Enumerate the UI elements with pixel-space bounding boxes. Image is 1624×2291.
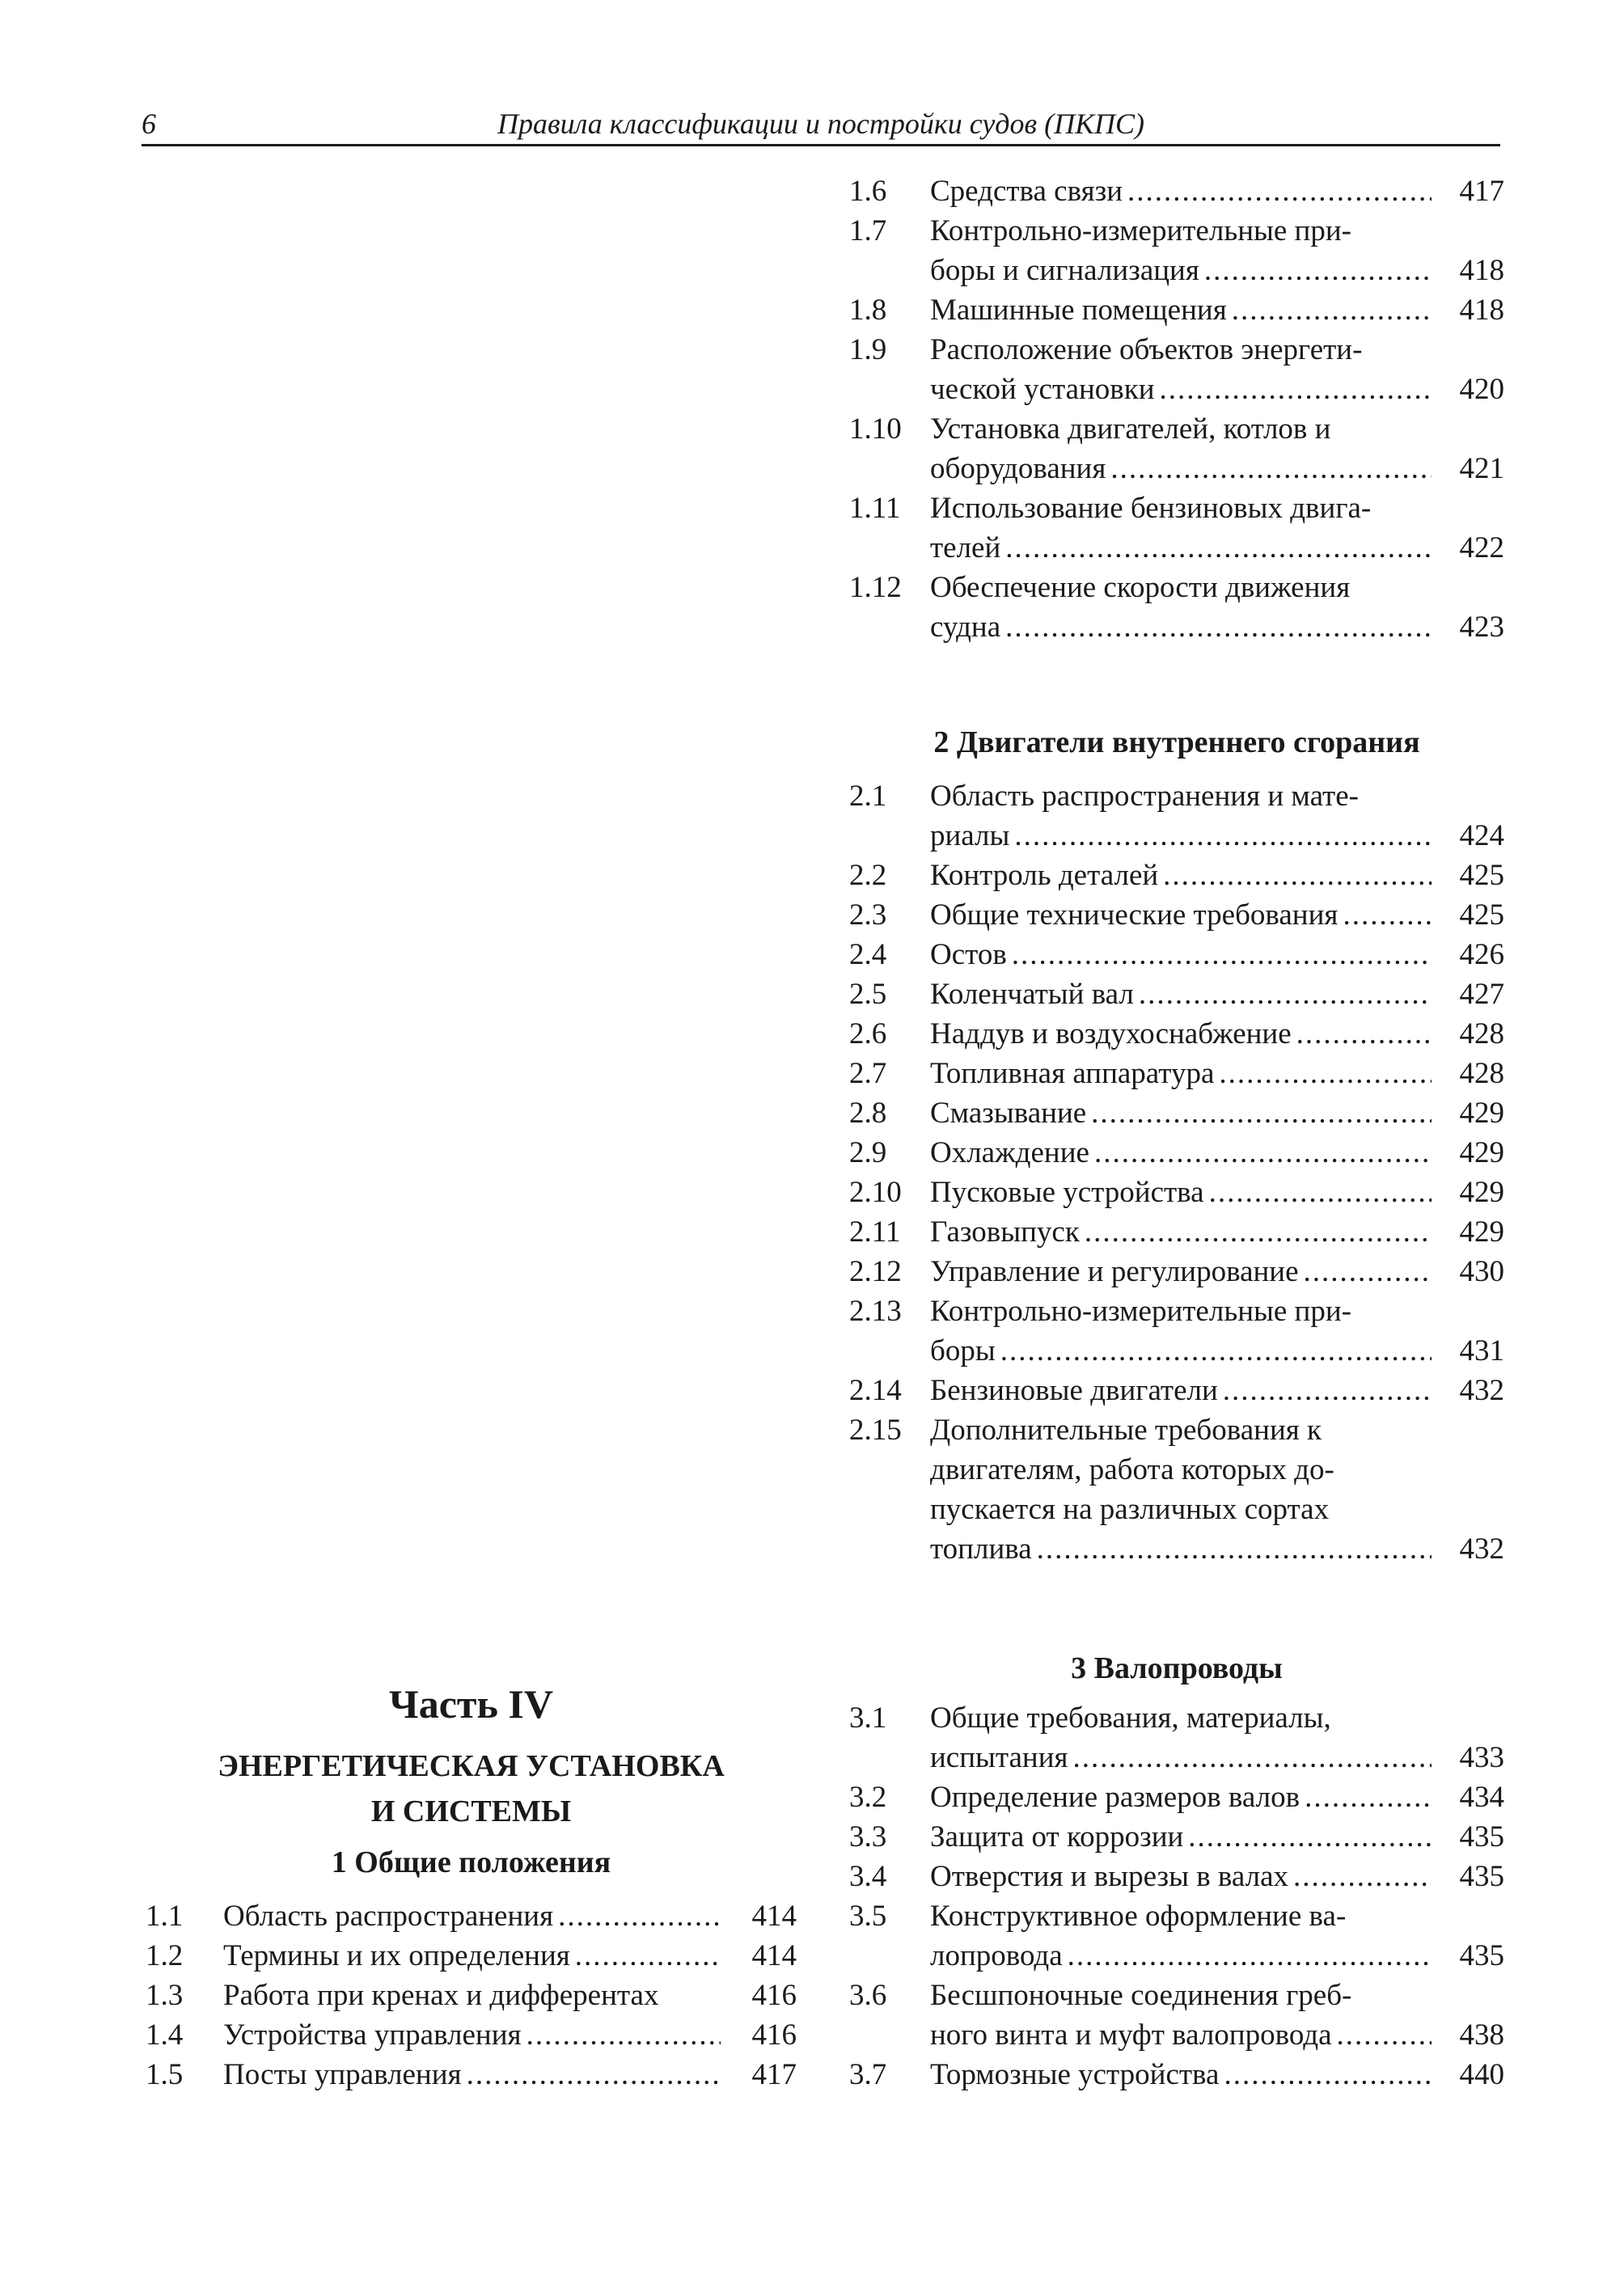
dot-leader <box>1127 171 1432 211</box>
toc-entry-title-line: Средства связи <box>930 175 1123 208</box>
toc-entry <box>849 1817 1504 1857</box>
toc-entry-title-line: Управление и регулирование <box>930 1255 1299 1288</box>
dot-leader <box>1209 1173 1432 1212</box>
toc-entry-page: 438 <box>1459 2018 1504 2052</box>
dot-leader <box>1037 1529 1432 1569</box>
toc-entry-page: 432 <box>1459 1374 1504 1407</box>
dot-leader <box>1304 1252 1432 1291</box>
toc-entry-number: 2.7 <box>849 1057 887 1090</box>
dot-leader <box>1343 895 1432 935</box>
toc-entry-page: 434 <box>1459 1781 1504 1814</box>
section-2-title: 2 Двигатели внутреннего сгорания <box>933 725 1420 759</box>
toc-entry-number: 2.8 <box>849 1097 887 1130</box>
toc-entry-page: 418 <box>1459 254 1504 287</box>
toc-entry <box>849 1976 1504 2055</box>
toc-entry-page: 433 <box>1459 1741 1504 1774</box>
dot-leader <box>1110 449 1432 488</box>
toc-entry-number: 2.9 <box>849 1136 887 1169</box>
dot-leader <box>1293 1857 1432 1896</box>
toc-entry-number: 3.1 <box>849 1701 887 1735</box>
toc-entry-number: 2.14 <box>849 1374 902 1407</box>
toc-entry-title-line: Конструктивное оформление ва- <box>930 1900 1347 1933</box>
dot-leader <box>1163 856 1432 895</box>
dot-leader <box>1296 1014 1432 1054</box>
toc-entry-number: 2.15 <box>849 1414 902 1447</box>
toc-entry <box>849 935 1504 974</box>
header-title: Правила классификации и постройки судов (ПКПС) <box>497 108 1145 140</box>
toc-entry-title-line: двигателям, работа которых до- <box>930 1453 1334 1486</box>
part-subtitle-line-2: И СИСТЕМЫ <box>370 1794 572 1828</box>
toc-entry-number: 3.4 <box>849 1860 887 1893</box>
toc-entry-title-line: Топливная аппаратура <box>930 1057 1215 1090</box>
toc-entry <box>146 1936 797 1976</box>
toc-entry-title-line: судна <box>930 611 1001 644</box>
toc-entry-page: 430 <box>1459 1255 1504 1288</box>
toc-entry-title-line: Использование бензиновых двига- <box>930 492 1372 525</box>
toc-entry-number: 3.3 <box>849 1820 887 1854</box>
toc-entry-page: 428 <box>1459 1017 1504 1050</box>
toc-entry <box>849 895 1504 935</box>
dot-leader <box>1005 528 1432 568</box>
toc-entry-title-line: Общие технические требования <box>930 898 1339 932</box>
toc-entry-page: 416 <box>751 1979 797 2012</box>
toc-entry <box>146 2055 797 2094</box>
toc-entry-page: 440 <box>1459 2058 1504 2091</box>
toc-entry-title-line: лопровода <box>930 1939 1063 1972</box>
toc-entry-number: 3.2 <box>849 1781 887 1814</box>
dot-leader <box>1188 1817 1432 1857</box>
toc-entry-number: 1.3 <box>146 1979 184 2012</box>
toc-entry-title-line: ческой установки <box>930 373 1155 406</box>
toc-entry-title-line: Область распространения и мате- <box>930 780 1359 813</box>
toc-entry <box>849 856 1504 895</box>
toc-entry <box>849 1252 1504 1291</box>
toc-entry-title-line: ного винта и муфт валопровода <box>930 2018 1332 2052</box>
toc-entry-title-line: Коленчатый вал <box>930 978 1134 1011</box>
toc-entry-page: 429 <box>1459 1215 1504 1249</box>
toc-entry-page: 426 <box>1459 938 1504 971</box>
toc-entry-title-line: Общие требования, материалы, <box>930 1701 1331 1735</box>
toc-entry-title-line: Термины и их определения <box>223 1939 570 1972</box>
dot-leader <box>1139 974 1432 1014</box>
toc-entry-title-line: Работа при кренах и дифферентах <box>223 1979 659 2012</box>
toc-entry-page: 425 <box>1459 898 1504 932</box>
dot-leader <box>1068 1936 1432 1976</box>
toc-entry <box>146 1896 797 1936</box>
toc-entry <box>849 488 1504 568</box>
dot-leader <box>1219 1054 1432 1093</box>
dot-leader <box>1073 1738 1432 1777</box>
toc-entry-number: 2.4 <box>849 938 887 971</box>
toc-entry-number: 1.7 <box>849 214 887 247</box>
toc-entry-title-line: Остов <box>930 938 1007 971</box>
toc-entry <box>849 409 1504 488</box>
toc-entry-number: 1.10 <box>849 412 902 446</box>
toc-entry-page: 414 <box>751 1939 797 1972</box>
toc-entry <box>849 211 1504 290</box>
part-title: Часть IV <box>389 1681 553 1727</box>
toc-entry <box>849 1093 1504 1133</box>
dot-leader <box>1160 370 1432 409</box>
toc-entry <box>849 1410 1504 1569</box>
toc-entry-title-line: пускается на различных сортах <box>930 1493 1330 1526</box>
dot-leader <box>1204 251 1432 290</box>
toc-entry-page: 435 <box>1459 1820 1504 1854</box>
toc-entry-number: 1.6 <box>849 175 887 208</box>
toc-entry-number: 3.6 <box>849 1979 887 2012</box>
dot-leader <box>1085 1212 1432 1252</box>
toc-entry-number: 1.12 <box>849 571 902 604</box>
toc-entry-number: 2.11 <box>849 1215 901 1249</box>
toc-entry-number: 1.2 <box>146 1939 184 1972</box>
toc-entry-title-line: Смазывание <box>930 1097 1087 1130</box>
toc-entry-page: 432 <box>1459 1532 1504 1566</box>
dot-leader <box>1232 290 1432 330</box>
toc-entry-title-line: Контрольно-измерительные при- <box>930 1295 1351 1328</box>
toc-entry-page: 425 <box>1459 859 1504 892</box>
toc-entry-title-line: Газовыпуск <box>930 1215 1080 1249</box>
toc-entry <box>849 1133 1504 1173</box>
toc-entry-number: 1.9 <box>849 333 887 366</box>
toc-entry-page: 421 <box>1459 452 1504 485</box>
toc-entry <box>849 568 1504 647</box>
toc-entry-title-line: Установка двигателей, котлов и <box>930 412 1331 446</box>
toc-entry-number: 2.6 <box>849 1017 887 1050</box>
toc-entry-number: 3.5 <box>849 1900 887 1933</box>
toc-entry-page: 429 <box>1459 1176 1504 1209</box>
toc-entry <box>849 1698 1504 1777</box>
toc-entry-number: 2.5 <box>849 978 887 1011</box>
section-3-title: 3 Валопроводы <box>1071 1651 1283 1685</box>
toc-entry-title-line: Бензиновые двигатели <box>930 1374 1218 1407</box>
toc-entry-number: 2.12 <box>849 1255 902 1288</box>
toc-entry-title-line: оборудования <box>930 452 1106 485</box>
section-1-title: 1 Общие положения <box>331 1845 611 1879</box>
toc-entry <box>849 1857 1504 1896</box>
toc-entry-title-line: Отверстия и вырезы в валах <box>930 1860 1289 1893</box>
dot-leader <box>558 1896 721 1936</box>
page-number: 6 <box>142 108 156 140</box>
toc-entry-number: 1.5 <box>146 2058 184 2091</box>
toc-entry-title-line: Определение размеров валов <box>930 1781 1300 1814</box>
toc-entry <box>849 171 1504 211</box>
toc-entry-page: 417 <box>751 2058 797 2091</box>
toc-entry-page: 431 <box>1459 1334 1504 1367</box>
toc-entry-page: 427 <box>1459 978 1504 1011</box>
toc-entry-title-line: Контроль деталей <box>930 859 1159 892</box>
toc-entry-title-line: телей <box>930 531 1001 564</box>
toc-entry-title-line: Контрольно-измерительные при- <box>930 214 1351 247</box>
toc-entry <box>849 1212 1504 1252</box>
dot-leader <box>1224 2055 1432 2094</box>
dot-leader <box>1005 607 1432 647</box>
toc-entry-page: 435 <box>1459 1860 1504 1893</box>
toc-entry-title-line: Посты управления <box>223 2058 462 2091</box>
toc-entry-title-line: Охлаждение <box>930 1136 1089 1169</box>
toc-entry-title-line: Наддув и воздухоснабжение <box>930 1017 1292 1050</box>
toc-entry <box>849 1371 1504 1410</box>
toc-entry <box>849 2055 1504 2094</box>
dot-leader <box>1223 1371 1432 1410</box>
toc-entry-title-line: риалы <box>930 819 1010 852</box>
toc-entry-title-line: Дополнительные требования к <box>930 1414 1322 1447</box>
toc-entry <box>849 1014 1504 1054</box>
toc-entry-number: 2.2 <box>849 859 887 892</box>
toc-entry-title-line: топлива <box>930 1532 1032 1566</box>
toc-entry-title-line: Бесшпоночные соединения греб- <box>930 1979 1352 2012</box>
toc-entry <box>849 776 1504 856</box>
running-header <box>142 104 1500 146</box>
toc-entry-page: 435 <box>1459 1939 1504 1972</box>
toc-entry-title-line: Обеспечение скорости движения <box>930 571 1351 604</box>
toc-entry <box>849 974 1504 1014</box>
dot-leader <box>1337 2015 1432 2055</box>
toc-entry-page: 423 <box>1459 611 1504 644</box>
toc-entry-title-line: испытания <box>930 1741 1068 1774</box>
dot-leader <box>1094 1133 1432 1173</box>
toc-entry-number: 1.1 <box>146 1900 184 1933</box>
toc-entry <box>849 290 1504 330</box>
dot-leader <box>1014 816 1432 856</box>
toc-entry-title-line: боры и сигнализация <box>930 254 1199 287</box>
dot-leader <box>467 2055 721 2094</box>
toc-entry-number: 2.3 <box>849 898 887 932</box>
toc-entry <box>146 2015 797 2055</box>
toc-entry-title-line: Тормозные устройства <box>930 2058 1220 2091</box>
toc-entry-page: 428 <box>1459 1057 1504 1090</box>
toc-entry-number: 2.10 <box>849 1176 902 1209</box>
toc-entry <box>849 1054 1504 1093</box>
toc-entry-page: 422 <box>1459 531 1504 564</box>
toc-entry-title-line: Устройства управления <box>223 2018 522 2052</box>
toc-entry-number: 2.13 <box>849 1295 902 1328</box>
toc-entry-number: 1.11 <box>849 492 901 525</box>
toc-entry-page: 414 <box>751 1900 797 1933</box>
toc-entry <box>849 1896 1504 1976</box>
dot-leader <box>1091 1093 1432 1133</box>
toc-entry-page: 418 <box>1459 294 1504 327</box>
part-subtitle-line-1: ЭНЕРГЕТИЧЕСКАЯ УСТАНОВКА <box>218 1749 725 1783</box>
dot-leader <box>1012 935 1432 974</box>
toc-entry-title-line: Защита от коррозии <box>930 1820 1184 1854</box>
toc-entry <box>146 1976 797 2015</box>
toc-entry-page: 429 <box>1459 1097 1504 1130</box>
dot-leader <box>1305 1777 1432 1817</box>
toc-entry-number: 2.1 <box>849 780 887 813</box>
toc-entry-title-line: Расположение объектов энергети- <box>930 333 1363 366</box>
toc-entry-page: 420 <box>1459 373 1504 406</box>
toc-entry-number: 1.4 <box>146 2018 184 2052</box>
toc-entry-page: 417 <box>1459 175 1504 208</box>
dot-leader <box>575 1936 721 1976</box>
toc-entry-page: 429 <box>1459 1136 1504 1169</box>
toc-entry <box>849 1173 1504 1212</box>
toc-entry-title-line: Область распространения <box>223 1900 554 1933</box>
toc-entry <box>849 1777 1504 1817</box>
toc-entry-title-line: боры <box>930 1334 996 1367</box>
dot-leader <box>1000 1331 1432 1371</box>
toc-entry-number: 3.7 <box>849 2058 887 2091</box>
toc-entry-title-line: Машинные помещения <box>930 294 1227 327</box>
toc-entry-page: 416 <box>751 2018 797 2052</box>
dot-leader <box>527 2015 721 2055</box>
toc-entry <box>849 1291 1504 1371</box>
part-subtitle <box>146 1744 797 1834</box>
toc-entry-number: 1.8 <box>849 294 887 327</box>
toc-entry-page: 424 <box>1459 819 1504 852</box>
toc-entry-title-line: Пусковые устройства <box>930 1176 1204 1209</box>
toc-entry <box>849 330 1504 409</box>
